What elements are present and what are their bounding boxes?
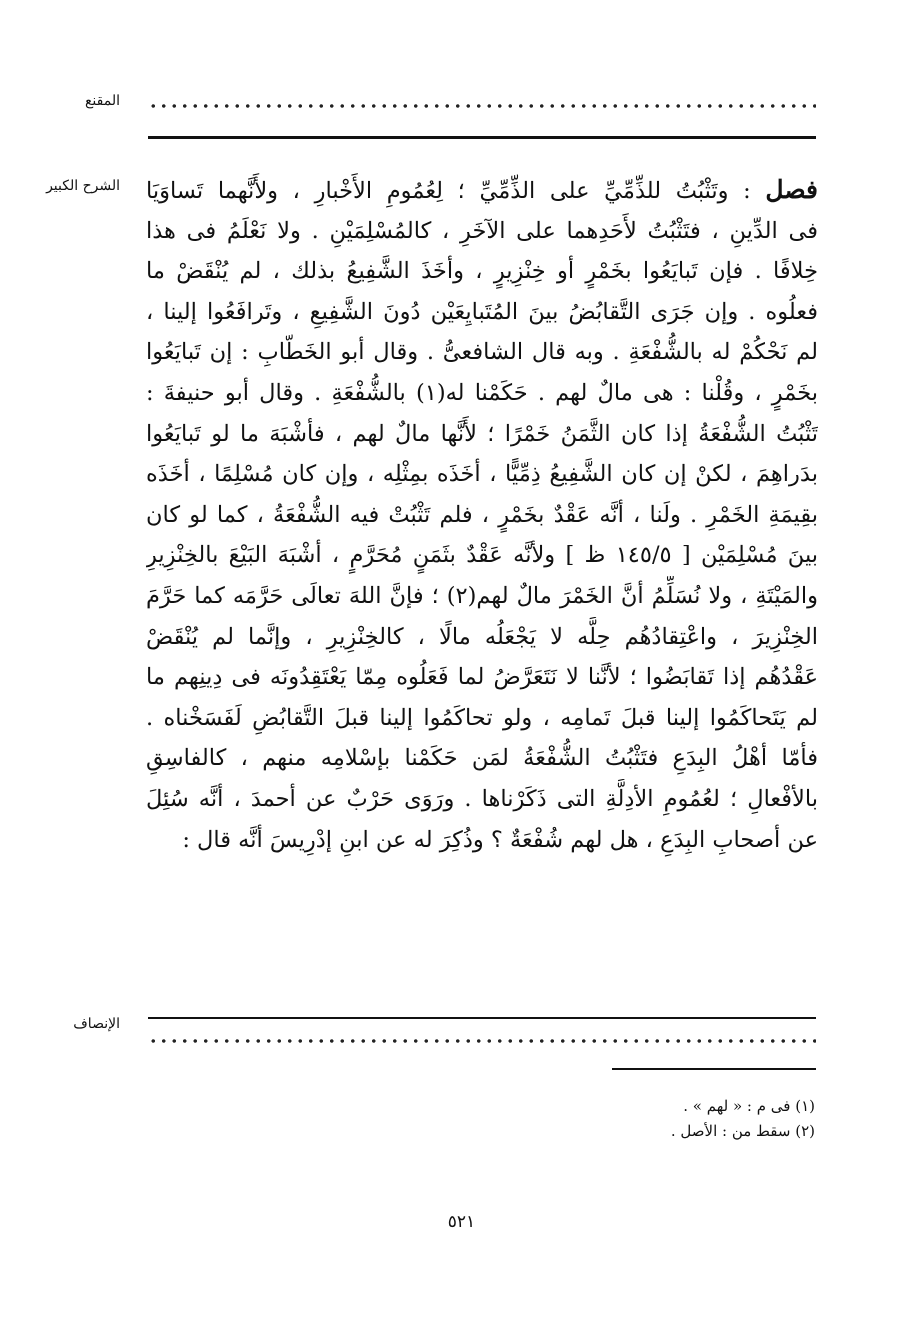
first-line-text: : وتَثْبُتُ للذِّمِّيِّ على الذِّمِّيِّ ؛ لِعُمُومِ الأَخْبارِ ، ولأَنَّهما تَساوَيَا (146, 178, 751, 204)
text-line: عن أصحابِ البِدَعِ ، هل لهم شُفْعَةٌ ؟ وذُكِرَ له عن ابنِ إدْرِيسَ أنَّه قال : (182, 826, 818, 853)
insaf-label: الإنصاف (73, 1016, 120, 1032)
header-dotted-line (148, 102, 816, 110)
footnote-2: (٢) سقط من : الأصل . (670, 1122, 815, 1140)
text-line: تَثْبُتُ الشُّفْعَةُ إذا كان الثَّمَنُ خَمْرًا ؛ لأَنَّها مالٌ لهم ، فأشْبَهَ ما لو تَبايَعُوا (146, 420, 818, 447)
footnote-rule (612, 1068, 816, 1070)
page-number: ٥٢١ (447, 1212, 476, 1232)
text-line: والمَيْتَةِ ، ولا نُسَلِّمُ أنَّ الخَمْرَ مالٌ لهم(٢) ؛ فإنَّ اللهَ تعالَى حَرَّمَه كما حَرَّمَ (146, 582, 818, 609)
commentary-label: الشرح الكبير (46, 178, 120, 194)
text-line: الخِنْزِيرَ ، واعْتِقادُهُم حِلَّه لا يَجْعَلُه مالًا ، كالخِنْزِيرِ ، وإنَّما لم يُنْقَضْ (146, 623, 818, 650)
main-text (146, 170, 818, 860)
text-line: خِلافًا . فإن تَبايَعُوا بخَمْرٍ أو خِنْزِيرٍ ، وأخَذَ الشَّفِيعُ بذلك ، لم يُنْقَضْ ما (146, 258, 818, 285)
text-line: بينَ مُسْلِمَيْن [ ١٤٥/٥ ظ ] ولأنَّه عَقْدٌ بثَمَنٍ مُحَرَّمٍ ، أشْبَهَ البَيْعَ بالخِنْزِيرِ (146, 542, 818, 569)
footnote-1: (١) فى م : « لهم » . (683, 1097, 815, 1115)
insaf-rule (148, 1017, 816, 1019)
text-line: لم يَتَحاكَمُوا إلينا قبلَ تَمامِه ، ولو تحاكَمُوا إلينا قبلَ التَّقابُضِ لَفَسَخْناه . (146, 704, 818, 731)
text-line (146, 170, 818, 211)
text-line: عَقْدُهُم إذا تَقابَضُوا ؛ لأنَّنا لا نَتَعَرَّضُ لما فَعَلُوه مِمّا يَعْتَقِدُونَه فى دِينِهم ما (146, 664, 818, 691)
book-label: المقنع (84, 93, 120, 109)
text-line: بدَراهِمَ ، لكنْ إن كان الشَّفِيعُ ذِمِّيًّا ، أخَذَه بمِثْلِه ، وإن كان مُسْلِمًا ، أخَذَه (146, 461, 818, 488)
insaf-dotted-line (148, 1037, 816, 1045)
text-line: بالأفْعالِ ؛ لعُمُومِ الأدِلَّةِ التى ذَكَرْناها . ورَوَى حَرْبٌ عن أحمدَ ، أنَّه سُئِلَ (146, 785, 818, 812)
text-line: فأمّا أهْلُ البِدَعِ فتَثْبُتُ الشُّفْعَةُ لمَن حَكَمْنا بإسْلامِه منهم ، كالفاسِقِ (146, 745, 818, 772)
text-line: لم نَحْكُمْ له بالشُّفْعَةِ . وبه قال الشافعىُّ . وقال أبو الخَطّابِ : إن تَبايَعُوا (146, 339, 818, 366)
section-heading: فصل (765, 175, 818, 204)
footnotes (160, 1094, 815, 1144)
text-line: بقِيمَةِ الخَمْرِ . ولَنا ، أنَّه عَقْدٌ بخَمْرٍ ، فلم تَثْبُتْ فيه الشُّفْعَةُ ، كما لو كان (146, 501, 818, 528)
text-line: فعلُوه . وإن جَرَى التَّقابُضُ بينَ المُتَبايِعَيْن دُونَ الشَّفِيعِ ، وتَرافَعُوا إلينا ، (146, 298, 818, 325)
header-rule (148, 136, 816, 139)
text-line: بخَمْرٍ ، وقُلْنا : هى مالٌ لهم . حَكَمْنا له(١) بالشُّفْعَةِ . وقال أبو حنيفةَ : (146, 379, 818, 406)
text-line: فى الدِّينِ ، فتَثْبُتُ لأَحَدِهما على الآخَرِ ، كالمُسْلِمَيْنِ . ولا نَعْلَمُ فى هذا (146, 217, 818, 244)
